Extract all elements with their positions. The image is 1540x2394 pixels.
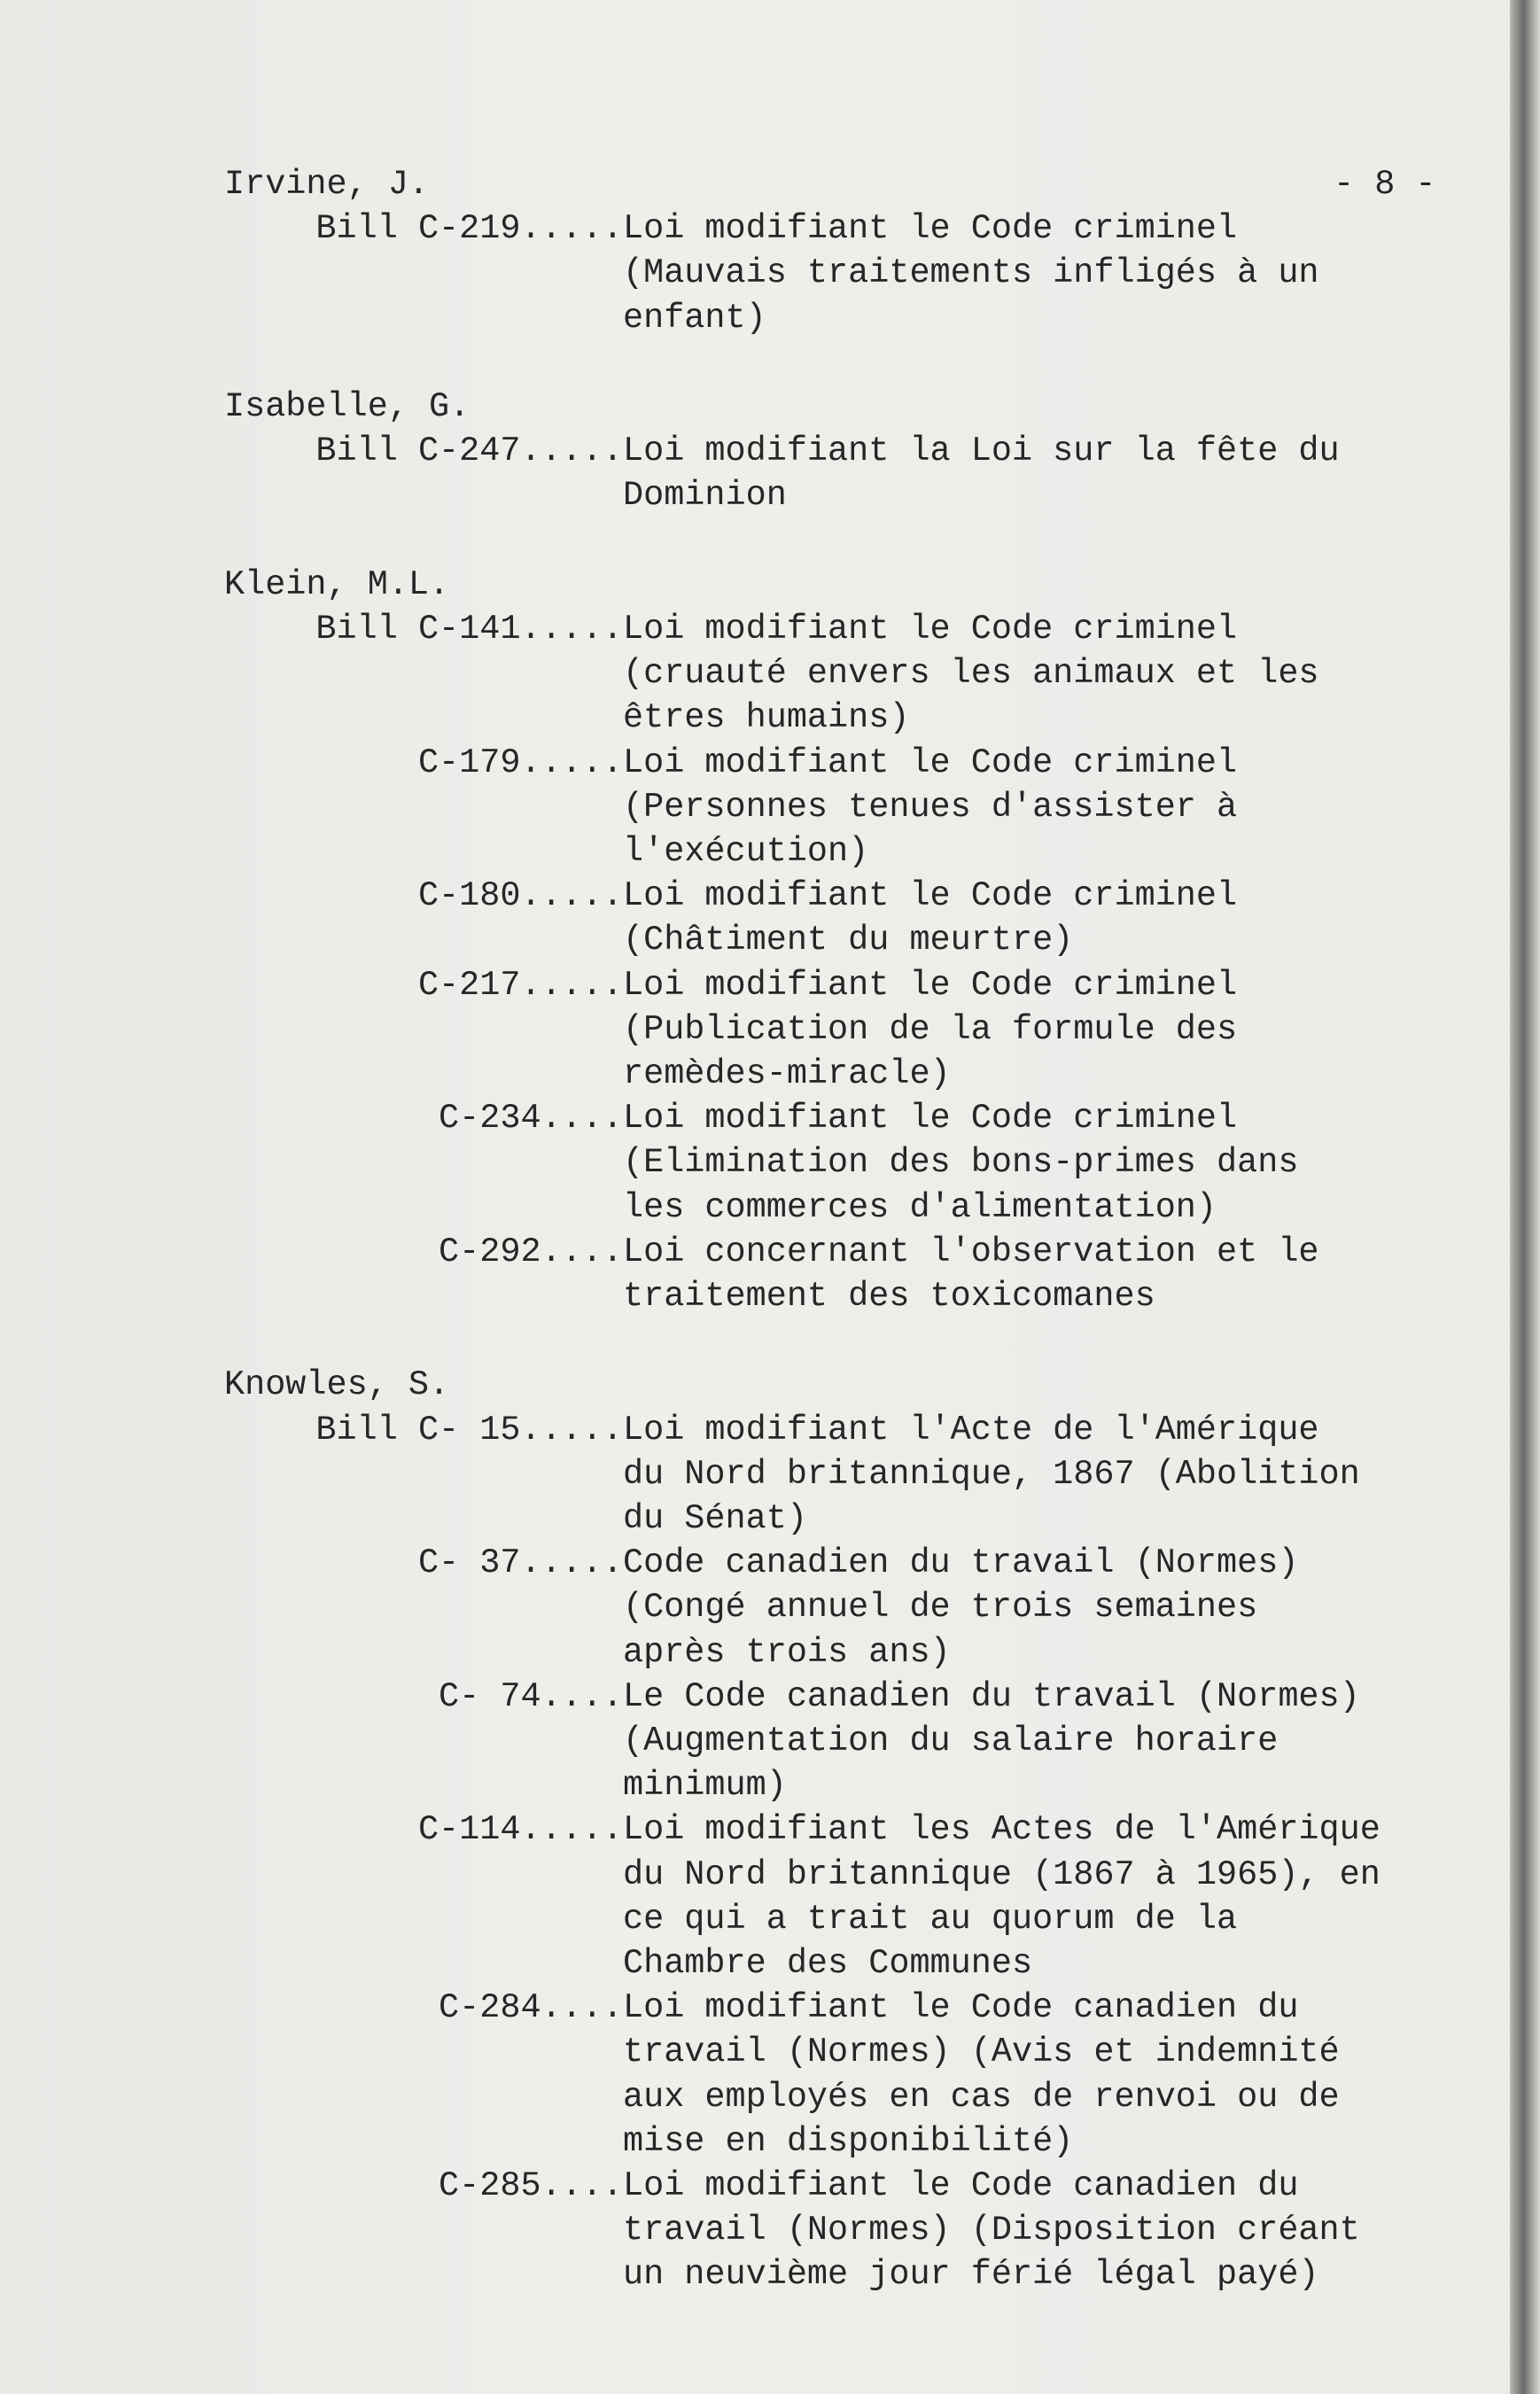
bill-description-line: travail (Normes) (Disposition créant <box>623 2211 1360 2250</box>
bill-entry <box>0 1986 623 2030</box>
bill-entry <box>0 1541 623 1585</box>
dot-leader: .... <box>541 1232 623 1271</box>
bill-number: C-180 <box>417 876 521 916</box>
bill-entry <box>0 1807 623 1852</box>
bill-description-line: minimum) <box>623 1766 787 1806</box>
bill-description-line: Loi modifiant le Code criminel <box>623 965 1238 1005</box>
bill-description-line: remèdes-miracle) <box>623 1054 951 1093</box>
bill-description-line: Loi modifiant le Code criminel <box>623 209 1238 249</box>
bill-description-line: traitement des toxicomanes <box>623 1277 1155 1316</box>
bill-description-line: (Elimination des bons-primes dans <box>623 1143 1299 1183</box>
bill-number: Bill C-219 <box>315 209 521 249</box>
bill-description-line: l'exécution) <box>623 832 869 871</box>
dot-leader: ..... <box>520 965 623 1005</box>
bill-number: C-284 <box>439 1988 541 2028</box>
dot-leader: .... <box>541 1988 623 2028</box>
bill-description-line: travail (Normes) (Avis et indemnité <box>623 2033 1340 2072</box>
bill-entry <box>0 874 623 918</box>
bill-description-line: (Mauvais traitements infligés à un <box>623 253 1319 293</box>
bill-description-line: Chambre des Communes <box>623 1944 1033 1983</box>
bill-description-line: Loi modifiant la Loi sur la fête du <box>623 431 1340 471</box>
bill-description-line: les commerces d'alimentation) <box>623 1187 1217 1227</box>
bill-description-line: Loi modifiant le Code criminel <box>623 742 1238 782</box>
bill-number: C-292 <box>439 1232 541 1271</box>
bill-number: Bill C-141 <box>315 610 521 649</box>
bill-description-line: mise en disponibilité) <box>623 2121 1074 2161</box>
bill-description-line: après trois ans) <box>623 1632 951 1672</box>
dot-leader: ..... <box>520 209 623 249</box>
dot-leader: ..... <box>520 1543 623 1583</box>
bill-entry <box>0 1408 623 1452</box>
member-name: Knowles, S. <box>224 1365 450 1405</box>
member-name: Irvine, J. <box>224 165 430 204</box>
bill-description-line: (Congé annuel de trois semaines <box>623 1588 1258 1628</box>
dot-leader: ..... <box>520 431 623 471</box>
bill-description-line: (Augmentation du salaire horaire <box>623 1722 1279 1761</box>
bill-description-line: Loi modifiant le Code criminel <box>623 610 1238 649</box>
bill-entry <box>0 206 623 251</box>
bill-number: Bill C- 15 <box>315 1410 521 1450</box>
bill-description-line: Loi modifiant le Code criminel <box>623 1099 1238 1139</box>
bill-number: C-179 <box>417 742 521 782</box>
member-name: Klein, M.L. <box>224 564 450 604</box>
bill-description-line: êtres humains) <box>623 698 910 738</box>
bill-description-line: Loi modifiant les Actes de l'Amérique <box>623 1810 1381 1850</box>
bill-description-line: Code canadien du travail (Normes) <box>623 1543 1299 1583</box>
bill-description-line: (cruauté envers les animaux et les <box>623 654 1319 694</box>
dot-leader: .... <box>541 1099 623 1139</box>
bill-number: C-285 <box>439 2166 541 2205</box>
bill-number: C-234 <box>439 1099 541 1139</box>
bill-description-line: enfant) <box>623 298 766 338</box>
bill-number: C-217 <box>417 965 521 1005</box>
bill-entry <box>0 741 623 785</box>
bill-description-line: Loi modifiant le Code canadien du <box>623 1988 1299 2028</box>
bill-number: C- 37 <box>417 1543 521 1583</box>
bill-entry <box>0 963 623 1007</box>
bill-entry <box>0 607 623 651</box>
member-name: Isabelle, G. <box>224 387 471 426</box>
dot-leader: .... <box>541 1676 623 1716</box>
dot-leader: ..... <box>520 1410 623 1450</box>
bill-description-line: (Personnes tenues d'assister à <box>623 787 1238 827</box>
page-number: - 8 - <box>1334 165 1436 204</box>
bill-description-line: Loi concernant l'observation et le <box>623 1232 1319 1271</box>
bill-entry <box>0 1230 623 1274</box>
bill-description-line: Loi modifiant le Code criminel <box>623 876 1238 916</box>
bill-description-line: ce qui a trait au quorum de la <box>623 1899 1238 1939</box>
bill-number: C-114 <box>417 1810 521 1850</box>
bill-description-line: (Châtiment du meurtre) <box>623 921 1074 960</box>
bill-description-line: du Nord britannique, 1867 (Abolition <box>623 1454 1360 1494</box>
bill-description-line: (Publication de la formule des <box>623 1009 1238 1049</box>
dot-leader: ..... <box>520 876 623 916</box>
bill-description-line: Loi modifiant l'Acte de l'Amérique <box>623 1410 1319 1450</box>
bill-entry <box>0 429 623 473</box>
bill-number: Bill C-247 <box>315 431 521 471</box>
bill-description-line: Le Code canadien du travail (Normes) <box>623 1676 1360 1716</box>
dot-leader: ..... <box>520 1810 623 1850</box>
bill-entry <box>0 1675 623 1719</box>
bill-entry <box>0 2164 623 2208</box>
bill-description-line: du Nord britannique (1867 à 1965), en <box>623 1854 1381 1894</box>
dot-leader: ..... <box>520 610 623 649</box>
bill-description-line: aux employés en cas de renvoi ou de <box>623 2077 1340 2117</box>
bill-description-line: Dominion <box>623 476 787 516</box>
bill-entry <box>0 1096 623 1140</box>
bill-number: C- 74 <box>439 1676 541 1716</box>
dot-leader: ..... <box>520 742 623 782</box>
bill-description-line: du Sénat) <box>623 1499 807 1538</box>
bill-description-line: un neuvième jour férié légal payé) <box>623 2255 1319 2295</box>
bill-description-line: Loi modifiant le Code canadien du <box>623 2166 1299 2205</box>
dot-leader: .... <box>541 2166 623 2205</box>
